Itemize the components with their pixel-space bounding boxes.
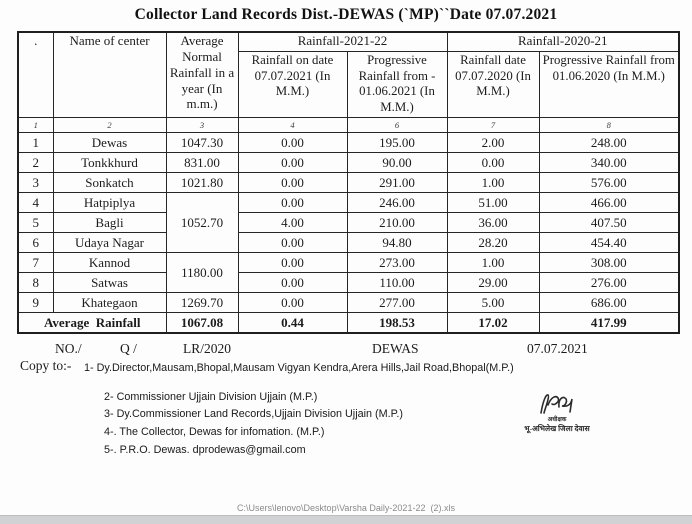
cell-serial: 2 <box>18 153 53 173</box>
header-group-rainfall-2020-21: Rainfall-2020-21 <box>447 32 679 52</box>
cell-serial: 9 <box>18 293 53 313</box>
cell-avg-normal-merged: 1180.00 <box>166 253 238 293</box>
col-number: 2 <box>53 118 166 133</box>
cell-prog-2020: 417.99 <box>539 313 679 334</box>
cell-rain-2021: 0.00 <box>238 133 347 153</box>
copy-to-item: 2- Commissioner Ujjain Division Ujjain (M.P.) <box>104 391 318 403</box>
document-title: Collector Land Records Dist.-DEWAS (`MP)``Date 07.07.2021 <box>134 6 558 23</box>
cell-rain-2020: 28.20 <box>447 233 539 253</box>
file-path-text: C:\Users\lenovo\Desktop\Varsha Daily-2021-22 (2).xls <box>237 503 455 513</box>
cell-prog-2021: 277.00 <box>347 293 447 313</box>
cell-center-name: Khategaon <box>53 293 166 313</box>
table-row <box>18 173 679 193</box>
cell-rain-2021: 0.00 <box>238 273 347 293</box>
cell-center-name: Satwas <box>53 273 166 293</box>
cell-prog-2021: 273.00 <box>347 253 447 273</box>
header-group-rainfall-2021-22: Rainfall-2021-22 <box>238 32 447 52</box>
table-row <box>18 253 679 273</box>
cell-avg-normal: 1047.30 <box>166 133 238 153</box>
cell-serial: 6 <box>18 233 53 253</box>
cell-rain-2020: 1.00 <box>447 173 539 193</box>
cell-serial: 3 <box>18 173 53 193</box>
cell-prog-2020: 248.00 <box>539 133 679 153</box>
cell-avg-normal-merged: 1052.70 <box>166 193 238 253</box>
ref-no-label: NO./ <box>55 341 82 356</box>
cell-rain-2020: 5.00 <box>447 293 539 313</box>
signature-scribble-icon <box>531 391 583 417</box>
cell-rain-2021: 0.00 <box>238 153 347 173</box>
cell-center-name: Sonkatch <box>53 173 166 193</box>
table-row <box>18 153 679 173</box>
cell-rain-2021: 0.00 <box>238 233 347 253</box>
copy-to-item: 1- Dy.Director,Mausam,Bhopal,Mausam Vigyan Kendra,Arera Hills,Jail Road,Bhopal(M.P.) <box>84 362 514 374</box>
cell-prog-2020: 340.00 <box>539 153 679 173</box>
copy-to-item: 5-. P.R.O. Dewas. dprodewas@gmail.com <box>104 444 306 456</box>
signature-block <box>502 391 612 433</box>
cell-prog-2021: 246.00 <box>347 193 447 213</box>
cell-serial: 5 <box>18 213 53 233</box>
rainfall-table <box>17 31 680 334</box>
cell-prog-2021: 291.00 <box>347 173 447 193</box>
header-group-row <box>18 32 679 52</box>
cell-center-name: Dewas <box>53 133 166 153</box>
header-name-of-center: Name of center <box>53 32 166 118</box>
cell-avg-normal: 1269.70 <box>166 293 238 313</box>
col-number: 3 <box>166 118 238 133</box>
copy-to-item: 4-. The Collector, Dewas for infomation. (M.P.) <box>104 426 325 438</box>
table-row <box>18 233 679 253</box>
cell-rain-2020: 17.02 <box>447 313 539 334</box>
table-row <box>18 213 679 233</box>
cell-rain-2020: 51.00 <box>447 193 539 213</box>
copy-to-label: Copy to:- <box>20 358 72 373</box>
cell-prog-2021: 90.00 <box>347 153 447 173</box>
cell-rain-2020: 2.00 <box>447 133 539 153</box>
ref-place: DEWAS <box>372 341 419 356</box>
cell-rain-2020: 0.00 <box>447 153 539 173</box>
cell-rain-2021: 0.00 <box>238 253 347 273</box>
cell-prog-2020: 407.50 <box>539 213 679 233</box>
cell-serial: 1 <box>18 133 53 153</box>
signature-office: भू-अभिलेख जिला देवास <box>524 423 590 433</box>
cell-serial: 8 <box>18 273 53 293</box>
copy-to-item: 3- Dy.Commissioner Land Records,Ujjain Division Ujjain (M.P.) <box>104 408 404 420</box>
table-row <box>18 193 679 213</box>
header-rainfall-on-date-2021: Rainfall on date 07.07.2021 (In M.M.) <box>238 52 347 118</box>
header-progressive-rainfall-2021: Progressive Rainfall from - 01.06.2021 (In M.M.) <box>347 52 447 118</box>
cell-prog-2021: 195.00 <box>347 133 447 153</box>
table-row <box>18 133 679 153</box>
average-rainfall-row <box>18 313 679 334</box>
cell-prog-2021: 110.00 <box>347 273 447 293</box>
bottom-edge-strip <box>0 515 692 524</box>
col-number: 7 <box>447 118 539 133</box>
cell-prog-2020: 686.00 <box>539 293 679 313</box>
cell-prog-2020: 308.00 <box>539 253 679 273</box>
average-row-label: Average Rainfall <box>18 313 166 334</box>
cell-prog-2021: 94.80 <box>347 233 447 253</box>
cell-avg-normal: 831.00 <box>166 153 238 173</box>
cell-center-name: Hatpiplya <box>53 193 166 213</box>
column-number-row <box>18 118 679 133</box>
ref-q-label: Q / <box>120 341 137 356</box>
reference-line <box>0 341 692 357</box>
cell-prog-2020: 276.00 <box>539 273 679 293</box>
cell-prog-2021: 198.53 <box>347 313 447 334</box>
cell-prog-2020: 466.00 <box>539 193 679 213</box>
cell-serial: 4 <box>18 193 53 213</box>
cell-prog-2020: 454.40 <box>539 233 679 253</box>
cell-rain-2020: 29.00 <box>447 273 539 293</box>
cell-rain-2021: 4.00 <box>238 213 347 233</box>
header-progressive-rainfall-2020: Progressive Rainfall from 01.06.2020 (In M.M.) <box>539 52 679 118</box>
cell-prog-2021: 210.00 <box>347 213 447 233</box>
cell-rain-2021: 0.44 <box>238 313 347 334</box>
ref-date: 07.07.2021 <box>527 341 588 356</box>
col-number: 1 <box>18 118 53 133</box>
cell-avg-normal: 1067.08 <box>166 313 238 334</box>
signature-designation: अधीक्षक <box>547 417 567 423</box>
cell-center-name: Bagli <box>53 213 166 233</box>
cell-center-name: Kannod <box>53 253 166 273</box>
cell-rain-2020: 36.00 <box>447 213 539 233</box>
cell-prog-2020: 576.00 <box>539 173 679 193</box>
header-average-normal-rainfall: Average Normal Rainfall in a year (In m.m.) <box>166 32 238 118</box>
header-rainfall-date-2020: Rainfall date 07.07.2020 (In M.M.) <box>447 52 539 118</box>
header-serial-dot: . <box>18 32 53 118</box>
cell-serial: 7 <box>18 253 53 273</box>
ref-lr-number: LR/2020 <box>183 341 232 356</box>
table-row <box>18 293 679 313</box>
cell-center-name: Tonkkhurd <box>53 153 166 173</box>
col-number: 8 <box>539 118 679 133</box>
cell-rain-2021: 0.00 <box>238 173 347 193</box>
col-number: 6 <box>347 118 447 133</box>
cell-avg-normal: 1021.80 <box>166 173 238 193</box>
cell-rain-2020: 1.00 <box>447 253 539 273</box>
table-row <box>18 273 679 293</box>
cell-center-name: Udaya Nagar <box>53 233 166 253</box>
cell-rain-2021: 0.00 <box>238 193 347 213</box>
col-number: 4 <box>238 118 347 133</box>
cell-rain-2021: 0.00 <box>238 293 347 313</box>
